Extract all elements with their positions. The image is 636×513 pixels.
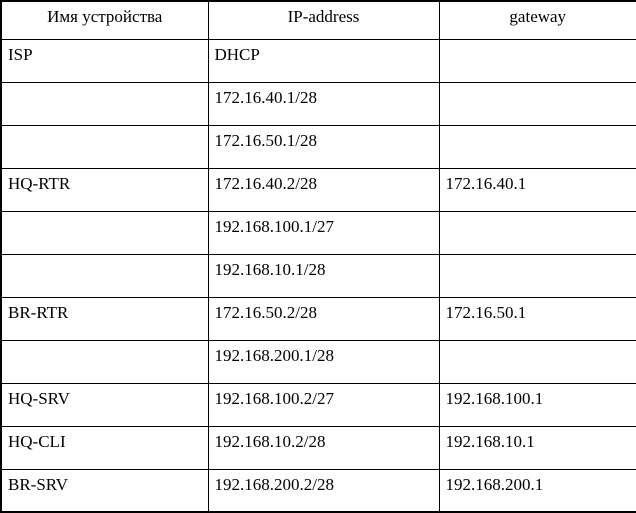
cell-gateway: 192.168.10.1 <box>439 426 636 469</box>
table-row <box>1 211 636 254</box>
cell-device <box>1 82 208 125</box>
table-row <box>1 469 636 512</box>
cell-gateway: 172.16.50.1 <box>439 297 636 340</box>
cell-gateway: 192.168.100.1 <box>439 383 636 426</box>
cell-device: BR-SRV <box>1 469 208 512</box>
cell-gateway <box>439 39 636 82</box>
cell-device: HQ-CLI <box>1 426 208 469</box>
column-header-device: Имя устройства <box>1 1 208 39</box>
cell-gateway <box>439 340 636 383</box>
cell-device: HQ-SRV <box>1 383 208 426</box>
cell-ip: 192.168.100.1/27 <box>208 211 439 254</box>
cell-device <box>1 125 208 168</box>
cell-gateway <box>439 125 636 168</box>
cell-ip: 192.168.200.1/28 <box>208 340 439 383</box>
table-row <box>1 168 636 211</box>
cell-ip: 192.168.200.2/28 <box>208 469 439 512</box>
cell-ip: 172.16.40.1/28 <box>208 82 439 125</box>
cell-ip: 172.16.50.1/28 <box>208 125 439 168</box>
cell-ip: 172.16.40.2/28 <box>208 168 439 211</box>
cell-device <box>1 254 208 297</box>
cell-ip: 192.168.100.2/27 <box>208 383 439 426</box>
cell-device <box>1 340 208 383</box>
table-header <box>1 1 636 39</box>
cell-device: HQ-RTR <box>1 168 208 211</box>
table-row <box>1 39 636 82</box>
cell-ip: 192.168.10.1/28 <box>208 254 439 297</box>
table-row <box>1 340 636 383</box>
table-row <box>1 82 636 125</box>
table-row <box>1 297 636 340</box>
cell-gateway <box>439 254 636 297</box>
table-row <box>1 254 636 297</box>
column-header-gateway: gateway <box>439 1 636 39</box>
table-row <box>1 383 636 426</box>
cell-ip: DHCP <box>208 39 439 82</box>
column-header-ip: IP-address <box>208 1 439 39</box>
table-body <box>1 39 636 512</box>
cell-gateway: 192.168.200.1 <box>439 469 636 512</box>
cell-device: BR-RTR <box>1 297 208 340</box>
cell-gateway: 172.16.40.1 <box>439 168 636 211</box>
cell-device: ISP <box>1 39 208 82</box>
table-header-row <box>1 1 636 39</box>
cell-ip: 192.168.10.2/28 <box>208 426 439 469</box>
cell-gateway <box>439 211 636 254</box>
cell-ip: 172.16.50.2/28 <box>208 297 439 340</box>
cell-device <box>1 211 208 254</box>
table-row <box>1 125 636 168</box>
cell-gateway <box>439 82 636 125</box>
table-row <box>1 426 636 469</box>
